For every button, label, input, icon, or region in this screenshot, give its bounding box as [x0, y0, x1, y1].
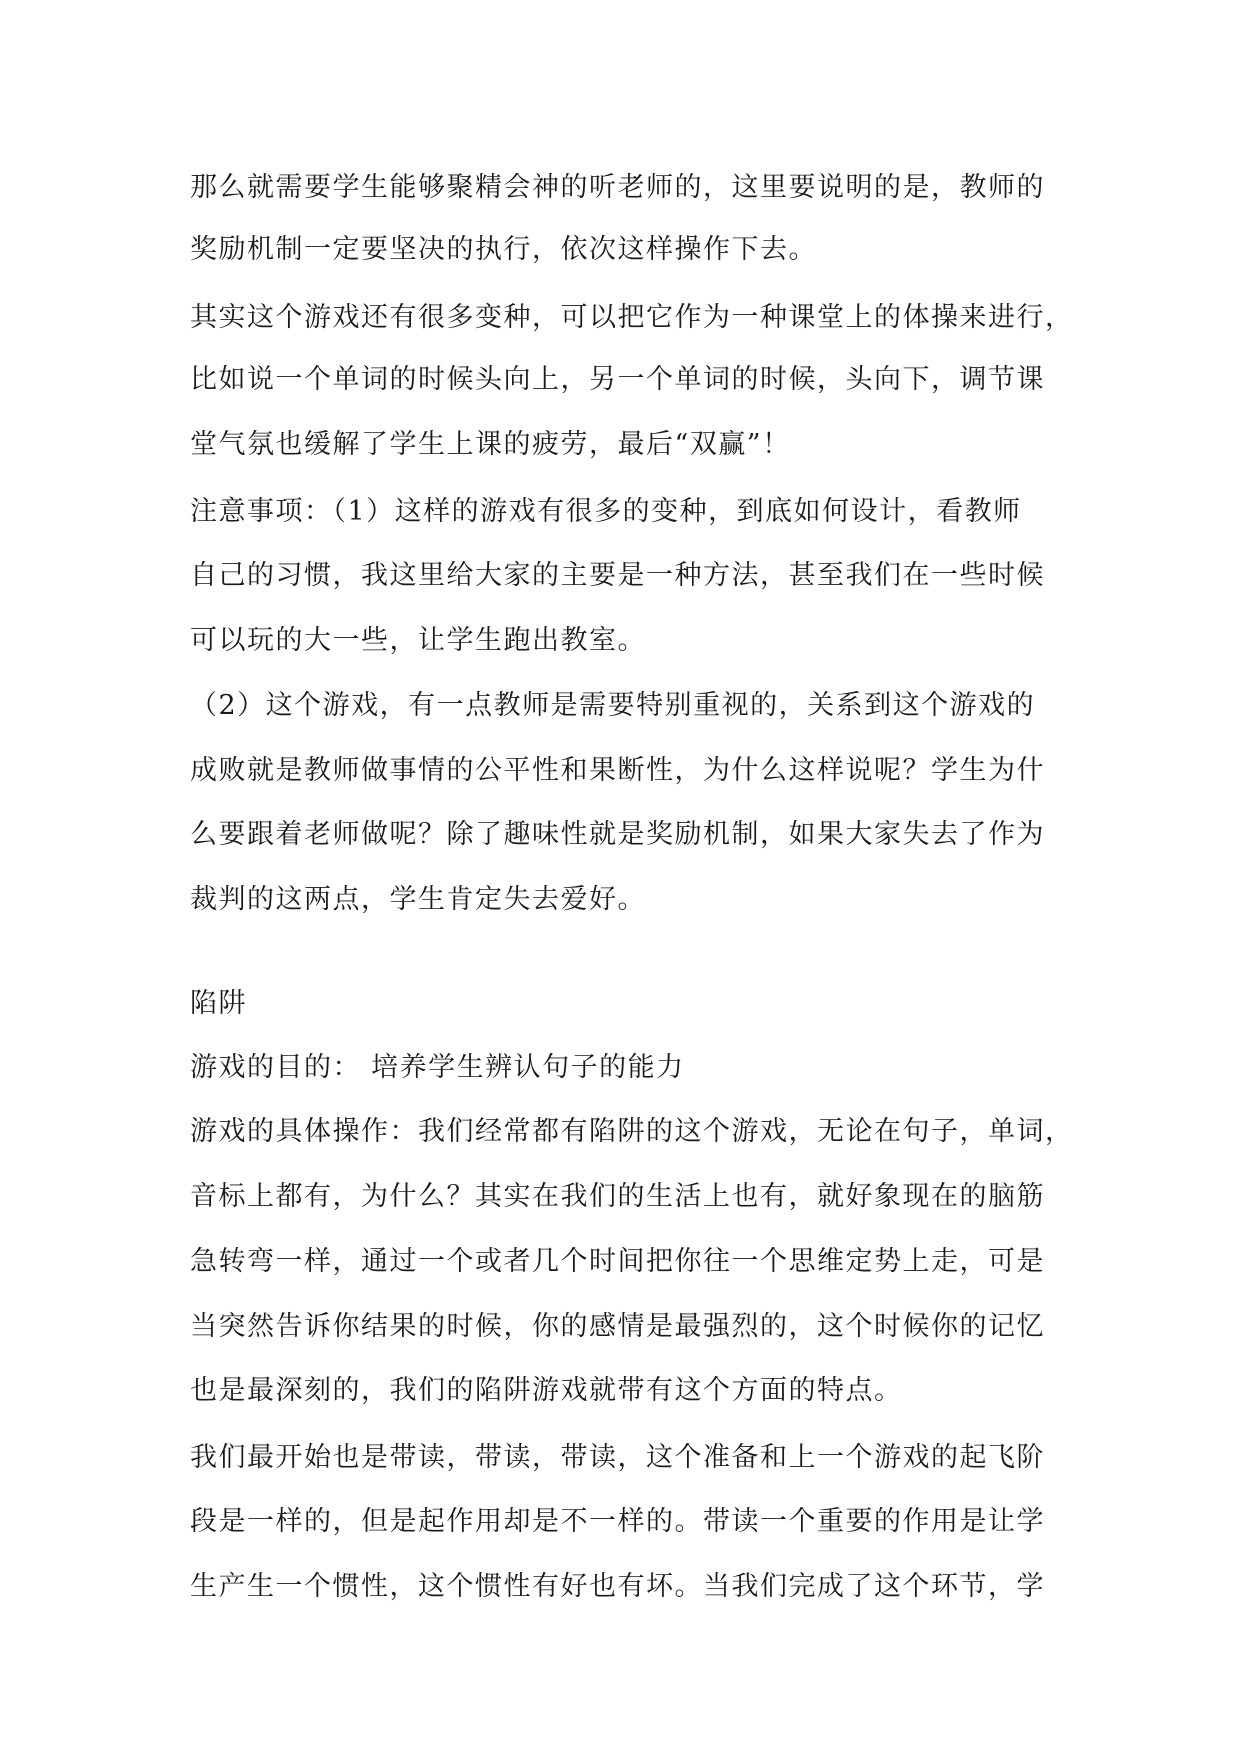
- text-line: 生产生一个惯性，这个惯性有好也有坏。当我们完成了这个环节，学: [190, 1571, 1045, 1602]
- text-line: 游戏的具体操作：我们经常都有陷阱的这个游戏，无论在句子，单词，: [190, 1116, 1074, 1147]
- section-heading: 陷阱: [190, 988, 247, 1019]
- text-line: 我们最开始也是带读，带读，带读，这个准备和上一个游戏的起飞阶: [190, 1442, 1045, 1473]
- text-line: 自己的习惯，我这里给大家的主要是一种方法，甚至我们在一些时候: [190, 560, 1045, 591]
- text-line: 奖励机制一定要坚决的执行，依次这样操作下去。: [190, 234, 817, 265]
- text-line: 堂气氛也缓解了学生上课的疲劳，最后“双赢”！: [190, 429, 791, 460]
- text-line: 比如说一个单词的时候头向上，另一个单词的时候，头向下，调节课: [190, 364, 1045, 395]
- text-line: 可以玩的大一些，让学生跑出教室。: [190, 625, 646, 656]
- text-line: 急转弯一样，通过一个或者几个时间把你往一个思维定势上走，可是: [190, 1246, 1045, 1277]
- text-line: 成败就是教师做事情的公平性和果断性，为什么这样说呢？学生为什: [190, 755, 1045, 786]
- text-line: 那么就需要学生能够聚精会神的听老师的，这里要说明的是，教师的: [190, 172, 1045, 203]
- text-line: 么要跟着老师做呢？除了趣味性就是奖励机制，如果大家失去了作为: [190, 819, 1045, 850]
- text-line: （2）这个游戏，有一点教师是需要特别重视的，关系到这个游戏的: [190, 690, 1036, 721]
- text-line: 其实这个游戏还有很多变种，可以把它作为一种课堂上的体操来进行，: [190, 302, 1074, 333]
- text-line: 游戏的目的： 培养学生辨认句子的能力: [190, 1052, 685, 1083]
- text-line: 裁判的这两点，学生肯定失去爱好。: [190, 884, 646, 915]
- text-line: 当突然告诉你结果的时候，你的感情是最强烈的，这个时候你的记忆: [190, 1311, 1045, 1342]
- text-line: 注意事项：（1）这样的游戏有很多的变种，到底如何设计，看教师: [190, 496, 1022, 527]
- text-line: 也是最深刻的，我们的陷阱游戏就带有这个方面的特点。: [190, 1375, 903, 1406]
- text-line: 段是一样的，但是起作用却是不一样的。带读一个重要的作用是让学: [190, 1506, 1045, 1537]
- text-line: 音标上都有，为什么？其实在我们的生活上也有，就好象现在的脑筋: [190, 1181, 1045, 1212]
